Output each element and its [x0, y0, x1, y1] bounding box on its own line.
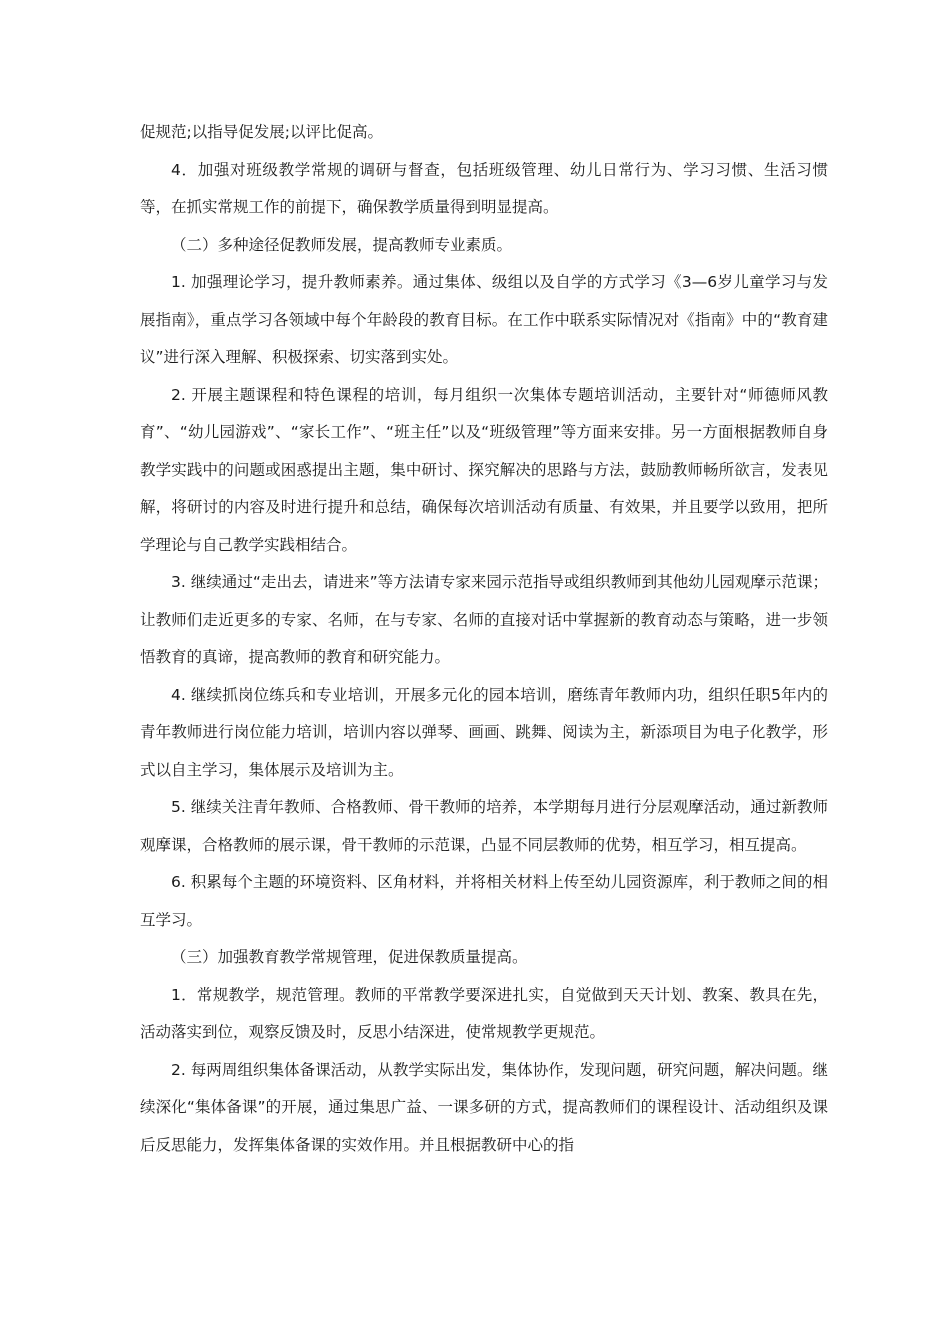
paragraph-item-2: 2. 开展主题课程和特色课程的培训，每月组织一次集体专题培训活动，主要针对“师德师风教育”、“幼儿园游戏”、“家长工作”、“班主任”以及“班级管理”等方面来安排。另一方面根据教师自身教学实践中的问题或困惑提出主题，集中研讨、探究解决的思路与方法，鼓励教师畅所欲言，发表见解，将研讨的内容及时进行提升和总结，确保每次培训活动有质量、有效果，并且要学以致用，把所学理论与自己教学实践相结合。 — [140, 385, 828, 554]
paragraph-item-4: 4．加强对班级教学常规的调研与督查，包括班级管理、幼儿日常行为、学习习惯、生活习惯等，在抓实常规工作的前提下，确保教学质量得到明显提高。 — [140, 160, 828, 216]
document-body — [140, 114, 828, 1164]
paragraph-item-1b: 1．常规教学，规范管理。教师的平常教学要深进扎实，自觉做到天天计划、教案、教具在先，活动落实到位，观察反馈及时，反思小结深进，使常规教学更规范。 — [140, 985, 828, 1041]
paragraph-item-5: 5. 继续关注青年教师、合格教师、骨干教师的培养，本学期每月进行分层观摩活动，通过新教师观摩课，合格教师的展示课，骨干教师的示范课，凸显不同层教师的优势，相互学习，相互提高。 — [140, 798, 828, 854]
paragraph-item-3: 3. 继续通过“走出去，请进来”等方法请专家来园示范指导或组织教师到其他幼儿园观摩示范课；让教师们走近更多的专家、名师，在与专家、名师的直接对话中掌握新的教育动态与策略，进一步领悟教育的真谛，提高教师的教育和研究能力。 — [140, 573, 828, 666]
paragraph-item-6: 6. 积累每个主题的环境资料、区角材料，并将相关材料上传至幼儿园资源库，利于教师之间的相互学习。 — [140, 873, 828, 929]
paragraph-item-1: 1. 加强理论学习，提升教师素养。通过集体、级组以及自学的方式学习《3—6岁儿童学习与发展指南》，重点学习各领域中每个年龄段的教育目标。在工作中联系实际情况对《指南》中的“教育建议”进行深入理解、积极探索、切实落到实处。 — [140, 273, 828, 366]
paragraph-item-2b: 2. 每两周组织集体备课活动，从教学实际出发，集体协作，发现问题，研究问题，解决问题。继续深化“集体备课”的开展，通过集思广益、一课多研的方式，提高教师们的课程设计、活动组织及课后反思能力，发挥集体备课的实效作用。并且根据教研中心的指 — [140, 1060, 828, 1154]
paragraph-continuation: 促规范;以指导促发展;以评比促高。 — [140, 123, 383, 141]
section-heading-3: （三）加强教育教学常规管理，促进保教质量提高。 — [171, 948, 528, 966]
paragraph-item-4b: 4. 继续抓岗位练兵和专业培训，开展多元化的园本培训，磨练青年教师内功，组织任职5年内的青年教师进行岗位能力培训，培训内容以弹琴、画画、跳舞、阅读为主，新添项目为电子化教学，形式以自主学习，集体展示及培训为主。 — [140, 685, 828, 779]
section-heading-2: （二）多种途径促教师发展，提高教师专业素质。 — [171, 235, 513, 254]
